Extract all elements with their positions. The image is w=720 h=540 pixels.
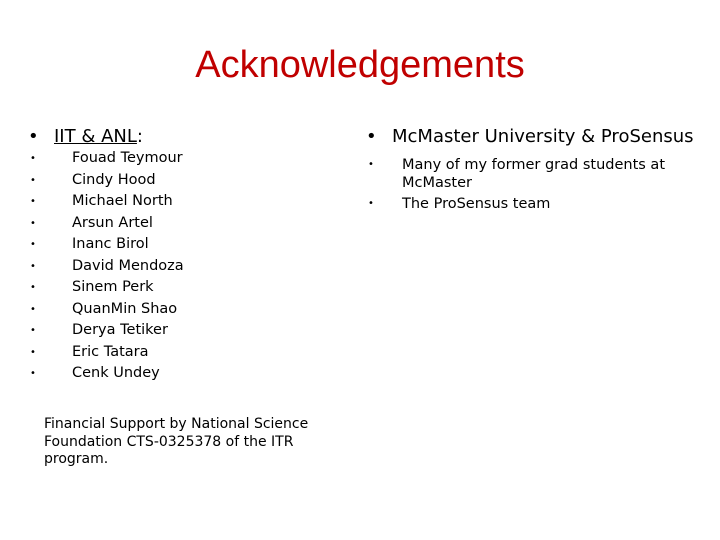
- contributor-name: Arsun Artel: [72, 214, 153, 231]
- funding-note: Financial Support by National Science Foundation CTS-0325378 of the ITR program.: [44, 416, 309, 467]
- contributor-name: David Mendoza: [72, 257, 184, 274]
- list-item: [28, 320, 328, 342]
- bullet: •: [30, 174, 36, 186]
- contributor-name: QuanMin Shao: [72, 300, 178, 317]
- bullet: •: [30, 325, 36, 336]
- contributor-name: Fouad Teymour: [72, 150, 183, 166]
- bullet: •: [368, 159, 374, 170]
- list-item: [28, 256, 328, 278]
- list-item: [28, 170, 328, 192]
- bullet: •: [30, 217, 36, 229]
- list-item: [28, 234, 328, 256]
- bullet: •: [28, 126, 39, 147]
- list-item: [28, 342, 328, 364]
- right-heading-text: McMaster University & ProSensus: [392, 126, 694, 147]
- bullet: •: [30, 153, 36, 164]
- list-item: [28, 299, 328, 321]
- list-item: [28, 148, 328, 170]
- bullet: •: [368, 198, 374, 209]
- slide-title: Acknowledgements: [195, 44, 525, 86]
- collaborator-text: The ProSensus team: [402, 196, 551, 212]
- bullet: •: [30, 303, 36, 315]
- contributor-name: Sinem Perk: [72, 279, 154, 295]
- right-heading: [366, 126, 696, 148]
- collaborator-list: [366, 156, 696, 213]
- left-heading-text: IIT & ANL: [54, 126, 137, 147]
- right-column: [366, 126, 696, 216]
- list-item: [366, 195, 696, 213]
- collaborator-text: Many of my former grad students at McMaster: [402, 157, 666, 191]
- left-heading: [28, 126, 328, 148]
- bullet: •: [30, 239, 36, 250]
- list-item: [28, 191, 328, 213]
- bullet: •: [30, 282, 36, 293]
- list-item: [366, 156, 696, 192]
- bullet: •: [30, 260, 36, 272]
- contributor-list: [28, 148, 328, 385]
- contributor-name: Michael North: [72, 193, 173, 209]
- bullet: •: [30, 346, 36, 358]
- list-item: [28, 277, 328, 299]
- contributor-name: Eric Tatara: [72, 343, 149, 360]
- list-item: [28, 213, 328, 235]
- bullet: •: [30, 368, 36, 379]
- contributor-name: Cenk Undey: [72, 365, 160, 381]
- left-column: [28, 126, 328, 385]
- left-heading-colon: :: [136, 126, 143, 147]
- contributor-name: Inanc Birol: [72, 236, 149, 252]
- bullet: •: [366, 126, 377, 147]
- list-item: [28, 363, 328, 385]
- contributor-name: Cindy Hood: [72, 171, 156, 188]
- bullet: •: [30, 196, 36, 207]
- contributor-name: Derya Tetiker: [72, 322, 168, 338]
